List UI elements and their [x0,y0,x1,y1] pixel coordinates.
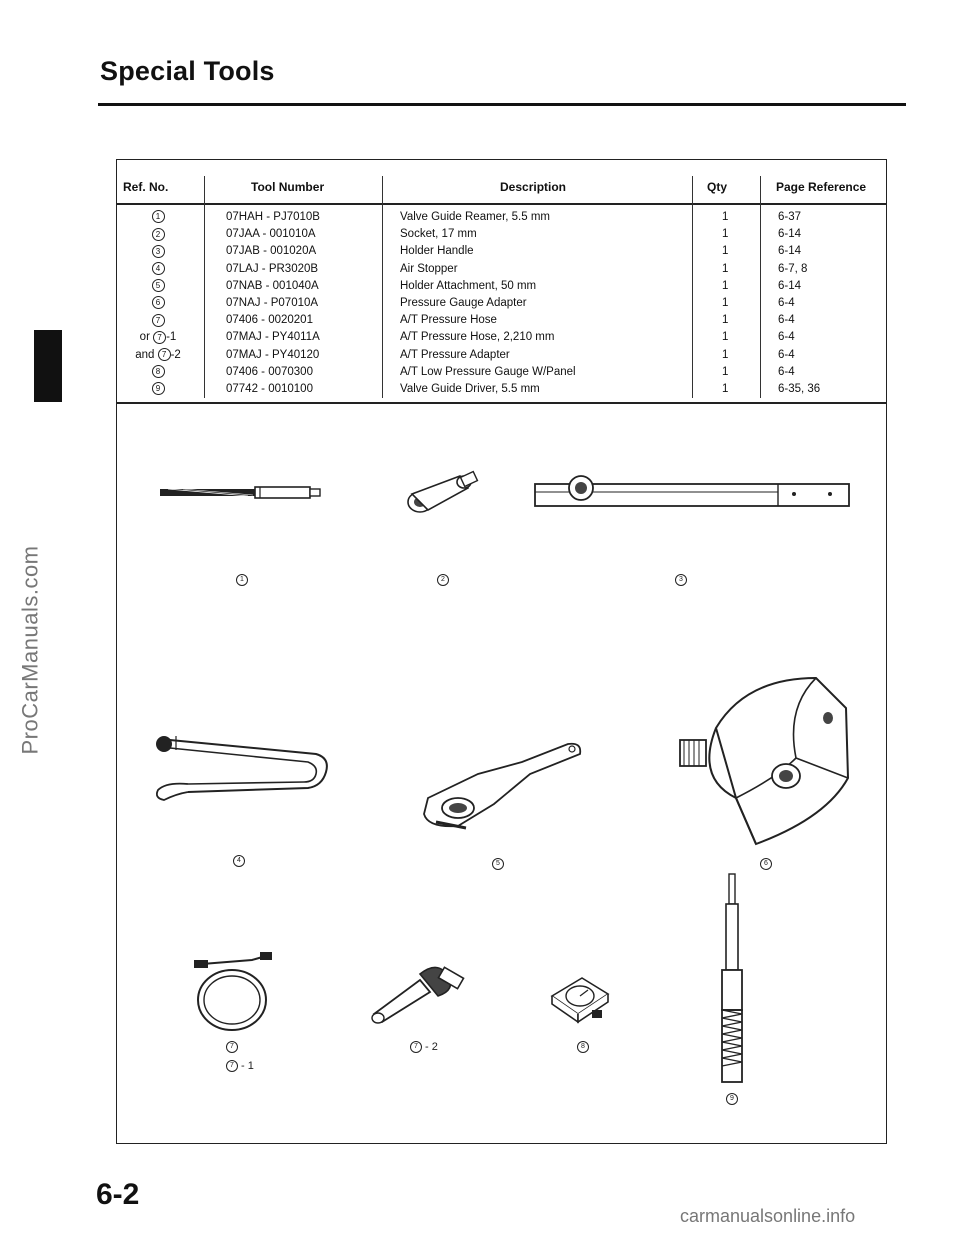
figure-label-8: 8 [577,1041,589,1053]
description-cell: A/T Low Pressure Gauge W/Panel [400,365,576,378]
table-row: 6 [112,295,204,312]
tool-number-cell: 07HAH - PJ7010B [226,211,320,223]
figure-label-7: 7 [226,1041,238,1053]
table-row: 7 [112,312,204,329]
pressure-hose-drawing [190,950,276,1036]
page-reference-cell: 6-4 [778,314,795,327]
pressure-adapter-drawing [368,956,468,1026]
qty-cell: 1 [722,228,729,241]
page-title: Special Tools [100,56,275,86]
pressure-gauge-adapter-drawing [676,668,866,848]
figure-label-4: 4 [233,855,245,867]
page-reference-cell: 6-7, 8 [778,262,808,275]
page-reference-cell: 6-37 [778,211,802,223]
section-tab-marker [34,330,62,402]
table-row: 2 [112,226,204,243]
page-reference-cell: 6-14 [778,228,802,241]
holder-attachment-drawing [418,736,588,832]
qty-cell: 1 [722,279,729,292]
description-cell: Valve Guide Driver, 5.5 mm [400,382,540,395]
qty-cell: 1 [722,245,729,258]
header-qty: Qty [707,180,728,194]
table-row: 8 [112,364,204,381]
air-stopper-drawing [148,728,338,806]
page-reference-cell: 6-14 [778,245,802,258]
figure-label-7-1: 7 - 1 [226,1060,254,1072]
qty-cell: 1 [722,382,729,395]
description-cell: A/T Pressure Hose, 2,210 mm [400,331,555,344]
qty-cell: 1 [722,314,729,327]
ref-column [112,209,204,398]
table-row: 9 [112,381,204,398]
valve-guide-driver-drawing [718,872,746,1086]
tool-number-cell: 07JAB - 001020A [226,245,317,258]
tool-number-cell: 07LAJ - PR3020B [226,262,319,275]
figure-label-6: 6 [760,858,772,870]
header-description: Description [500,180,567,194]
figure-label-2: 2 [437,574,449,586]
side-watermark-text: ProCarManuals.com [17,545,43,755]
description-cell: Valve Guide Reamer, 5.5 mm [400,211,550,223]
figure-label-5: 5 [492,858,504,870]
description-cell: A/T Pressure Hose [400,314,497,327]
column-divider [204,176,205,398]
page-number: 6-2 [96,1178,140,1211]
figure-label-9: 9 [726,1093,738,1105]
tool-number-cell: 07MAJ - PY4011A [226,331,320,344]
qty-cell: 1 [722,296,729,309]
table-row: and 7 -2 [135,348,181,361]
qty-cell: 1 [722,331,729,344]
page-reference-cell: 6-14 [778,279,802,292]
page-reference-cell: 6-35, 36 [778,382,821,395]
header-tool-number: Tool Number [251,180,325,194]
header-page-reference: Page Reference [776,180,867,194]
figure-label-3: 3 [675,574,687,586]
column-divider [382,176,383,398]
footer-watermark: carmanualsonline.info [680,1206,856,1226]
tool-number-cell: 07JAA - 001010A [226,228,316,241]
qty-column [722,209,728,398]
table-row: 1 [112,209,204,226]
column-divider [692,176,693,398]
side-watermark [10,490,50,810]
description-cell: A/T Pressure Adapter [400,348,510,361]
qty-cell: 1 [722,211,729,223]
qty-cell: 1 [722,348,729,361]
table-header-divider [116,203,887,205]
table-bottom-divider [116,402,887,404]
valve-guide-reamer-drawing [158,482,328,504]
page-reference-cell: 6-4 [778,348,795,361]
page-reference-cell: 6-4 [778,331,795,344]
column-divider [760,176,761,398]
table-row: 5 [112,278,204,295]
low-pressure-gauge-drawing [548,972,612,1030]
description-cell: Holder Handle [400,245,474,258]
tool-number-cell: 07NAB - 001040A [226,279,319,292]
description-cell: Holder Attachment, 50 mm [400,279,537,292]
tool-number-cell: 07406 - 0020201 [226,314,313,327]
figure-label-1: 1 [236,574,248,586]
page-reference-cell: 6-4 [778,365,795,378]
tool-number-cell: 07742 - 0010100 [226,382,313,395]
figure-label-7-2: 7 - 2 [410,1041,438,1053]
page-reference-column [778,209,820,398]
tool-number-cell: 07NAJ - P07010A [226,296,319,309]
header-ref-no: Ref. No. [123,180,169,194]
description-cell: Pressure Gauge Adapter [400,296,527,309]
description-cell: Air Stopper [400,262,458,275]
socket-drawing [402,470,484,518]
table-row: or 7 -1 [139,331,177,344]
description-column [400,209,576,398]
qty-cell: 1 [722,262,729,275]
tool-number-column [226,209,320,398]
tool-number-cell: 07MAJ - PY40120 [226,348,320,361]
page-reference-cell: 6-4 [778,296,795,309]
title-divider [98,103,906,106]
holder-handle-drawing [533,472,855,512]
qty-cell: 1 [722,365,729,378]
tool-number-cell: 07406 - 0070300 [226,365,313,378]
table-row: 3 [112,243,204,260]
description-cell: Socket, 17 mm [400,228,477,241]
table-row: 4 [112,261,204,278]
